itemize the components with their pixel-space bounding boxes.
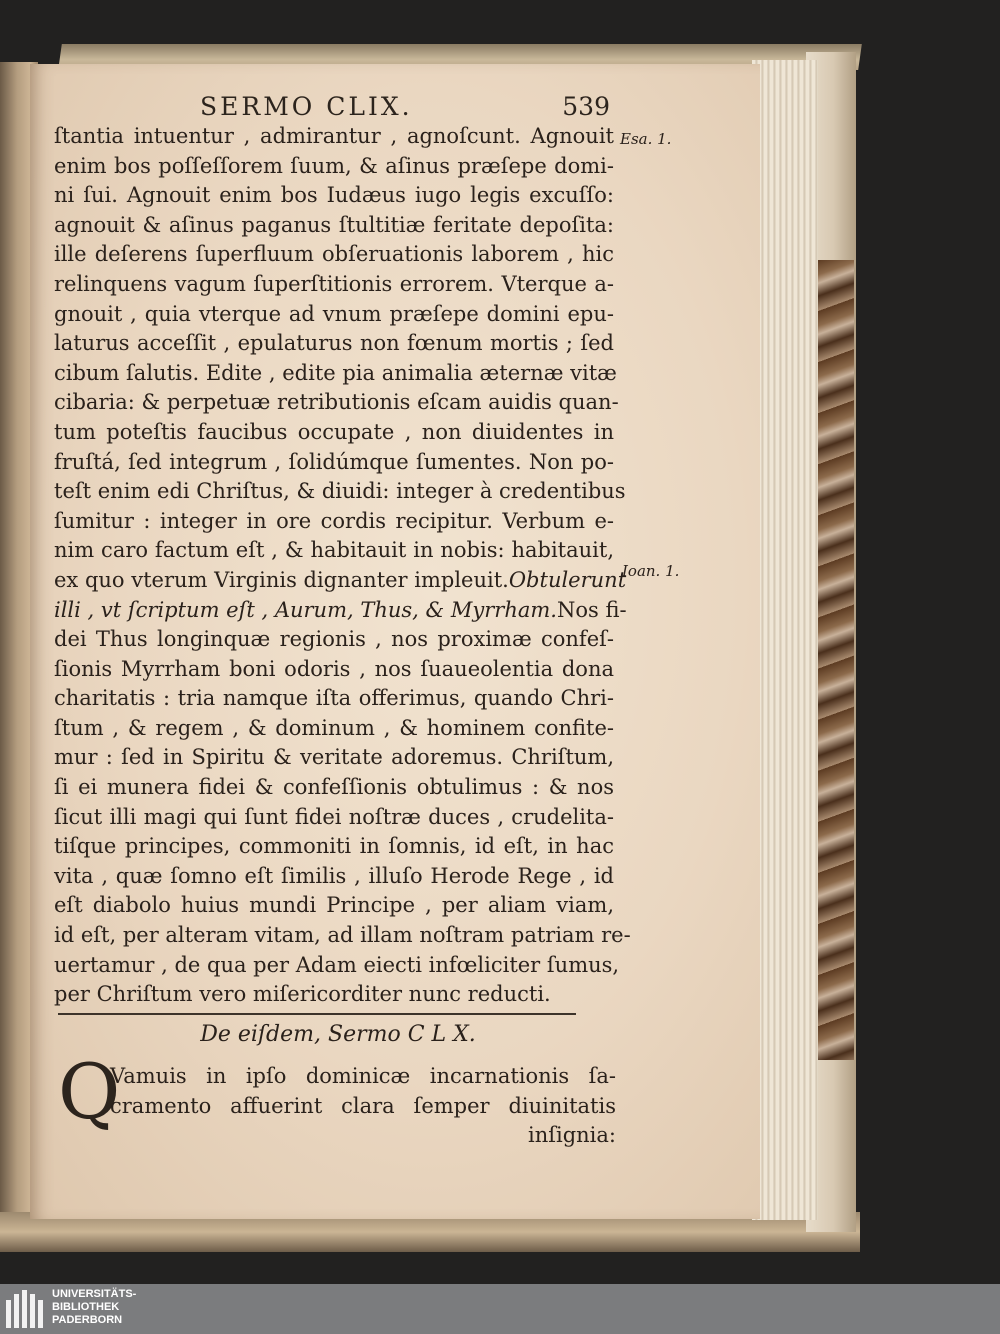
text-line-segment: ex quo vterum Virginis dignanter impleuit. [54, 567, 509, 592]
text-line-segment: Nos fi- [556, 597, 627, 622]
text-line: eſt diabolo huius mundi Principe , per aliam viam, [54, 893, 614, 918]
library-footer-bar [0, 1284, 1000, 1334]
library-name-line: PADERBORN [52, 1314, 123, 1326]
library-name [52, 1288, 136, 1327]
text-line [54, 596, 627, 626]
text-line: nim caro factum eſt , & habitauit in nobis: habitauit, [54, 538, 614, 563]
text-line: id eſt, per alteram vitam, ad illam noſtram patriam re- [54, 923, 631, 948]
text-line: ſtantia intuentur , admirantur , agnoſcunt. Agnouit [54, 124, 614, 148]
text-line: fruſtá, ſed integrum , ſolidúmque ſumentes. Non po- [54, 449, 614, 474]
margin-note-esaias: Esa. 1. [620, 130, 672, 148]
text-line: cramento affuerint clara ſemper diuinitatis [110, 1093, 616, 1118]
text-line: ille deſerens ſuperfluum obſeruationis laborem , hic [54, 242, 614, 267]
page-edges [752, 60, 818, 1220]
text-line: tum poteſtis faucibus occupate , non diuidentes in [54, 419, 614, 444]
text-line: ſumitur : integer in ore cordis recipitur. Verbum e- [54, 508, 614, 533]
sermon-body-text [54, 122, 631, 1010]
text-line: ſtum , & regem , & dominum , & hominem confite- [54, 715, 614, 740]
text-line: ſicut illi magi qui ſunt fidei noſtræ duces , crudelita- [54, 804, 614, 829]
text-line: ſi ei munera fidei & confeſſionis obtulimus : & nos [54, 775, 614, 800]
section-heading: De eiſdem, Sermo C L X. [200, 1022, 476, 1047]
drop-cap: Q [58, 1047, 121, 1136]
text-line: cibaria: & perpetuæ retributionis eſcam auidis quan- [54, 390, 619, 415]
library-logo-icon [6, 1290, 44, 1328]
text-line: charitatis : tria namque iſta offerimus, quando Chri- [54, 686, 614, 711]
text-line: uertamur , de qua per Adam eiecti infœliciter ſumus, [54, 952, 620, 977]
text-line: enim bos poſſeſſorem ſuum, & aſinus præſepe domi- [54, 153, 614, 178]
italic-quote: illi , vt ſcriptum eſt , Aurum, Thus, & Myrrham. [54, 597, 557, 622]
text-line: tiſque principes, commoniti in ſomnis, id eſt, in hac [54, 834, 614, 859]
text-line: inſignia: [527, 1123, 616, 1148]
text-line: ſionis Myrrham boni odoris , nos ſuaueolentia dona [54, 656, 614, 681]
text-line: teſt enim edi Chriſtus, & diuidi: integer à credentibus [54, 479, 626, 504]
italic-quote: Obtulerunt [508, 567, 627, 592]
text-line: agnouit & aſinus paganus ſtultitiæ feritate depoſita: [54, 212, 614, 237]
text-line: gnouit , quia vterque ad vnum præſepe domini epu- [54, 301, 614, 326]
marbled-cover-board [818, 260, 854, 1060]
text-line: vita , quæ ſomno eſt ſimilis , illuſo Herode Rege , id [54, 863, 614, 888]
text-line: cibum ſalutis. Edite , edite pia animalia æternæ vitæ [54, 360, 617, 385]
section-divider [58, 1013, 576, 1015]
text-line: relinquens vagum ſuperſtitionis errorem. Vterque a- [54, 271, 614, 296]
text-line: Vamuis in ipſo dominicæ incarnationis ſa- [110, 1064, 616, 1088]
text-line: ni ſui. Agnouit enim bos Iudæus iugo legis excuſſo: [54, 183, 614, 208]
margin-note-ioannes: Ioan. 1. [622, 562, 680, 580]
next-sermon-opening [110, 1062, 616, 1151]
page-number: 539 [562, 92, 610, 121]
text-line: mur : ſed in Spiritu & veritate adoremus. Chriſtum, [54, 745, 614, 770]
library-name-line: BIBLIOTHEK [52, 1301, 120, 1313]
text-line: laturus acceſſit , epulaturus non fœnum mortis ; ſed [54, 331, 614, 356]
page-header [200, 92, 620, 122]
text-line: dei Thus longinquæ regionis , nos proximæ confeſ- [54, 627, 614, 652]
running-title: SERMO CLIX. [200, 92, 413, 121]
library-name-line: UNIVERSITÄTS- [52, 1288, 137, 1300]
text-line [54, 566, 627, 596]
text-line: per Chriſtum vero miſericorditer nunc reducti. [54, 982, 551, 1007]
